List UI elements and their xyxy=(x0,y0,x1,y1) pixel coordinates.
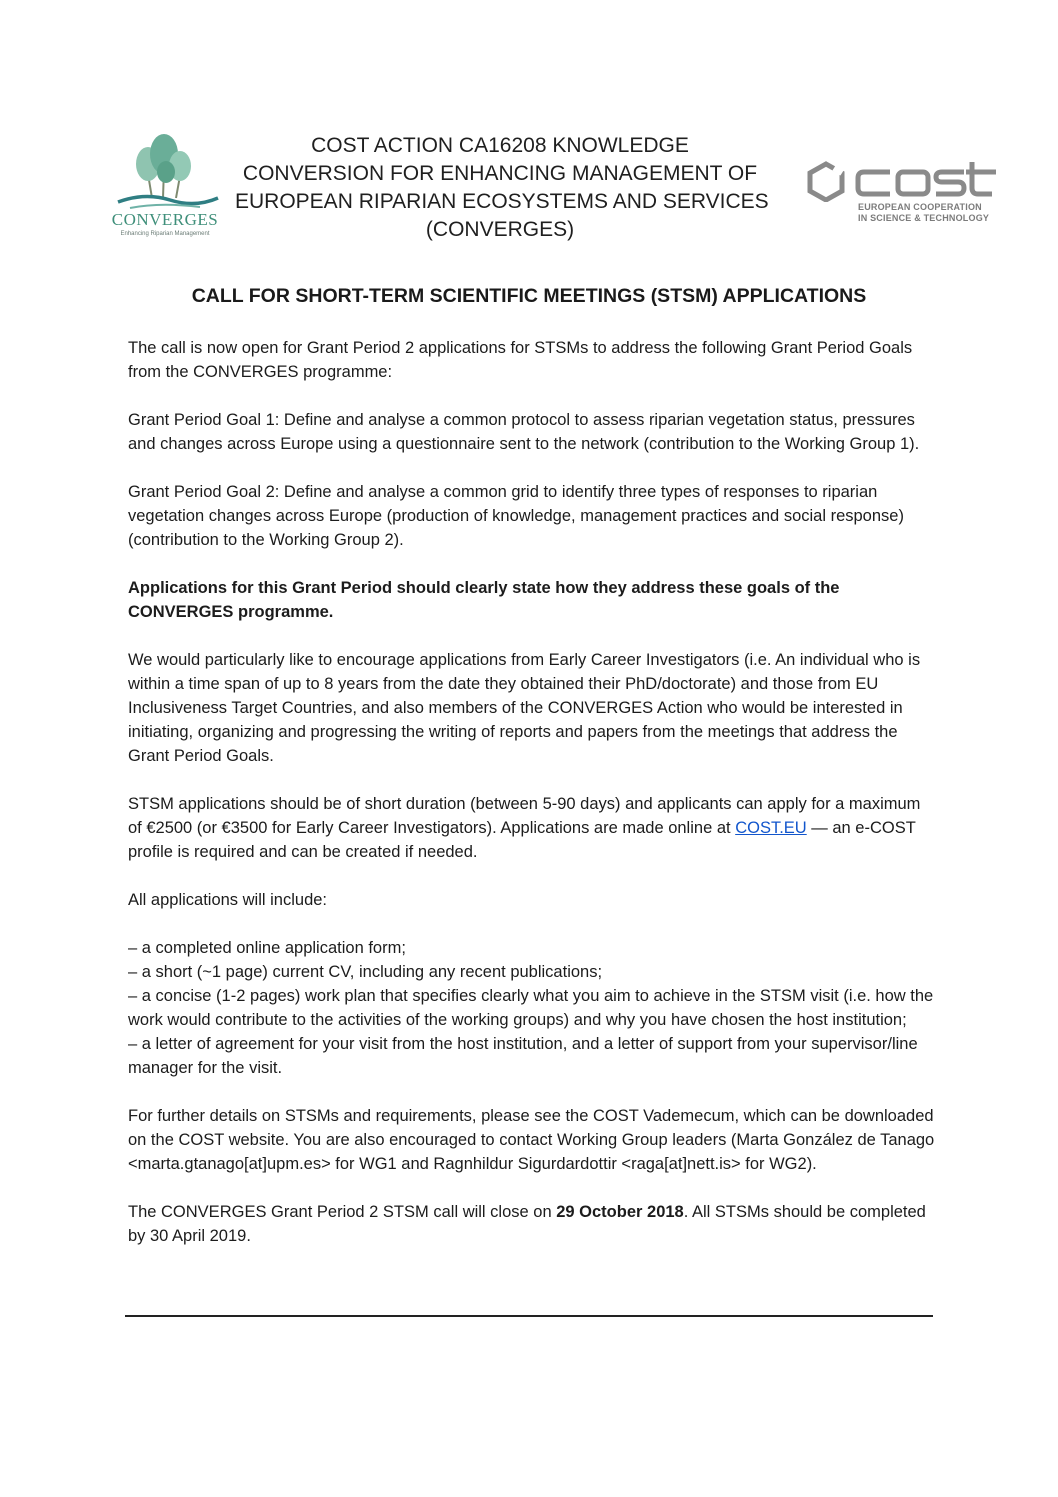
list-item: – a concise (1-2 pages) work plan that specifies clearly what you aim to achieve in the STSM visit (i.e. how the work would contribute to the activities of the working groups) and why you have chosen the host institution; xyxy=(128,987,934,1029)
duration-tail: — an e-COST profile is required and can be created if needed. xyxy=(128,819,916,861)
cost-logo xyxy=(806,160,1001,230)
cost-logo-caption xyxy=(858,202,1003,224)
bold-note-paragraph: Applications for this Grant Period should clearly state how they address these goals of the CONVERGES programme. xyxy=(128,579,840,621)
converges-logo-tagline: Enhancing Riparian Management xyxy=(120,231,210,237)
duration-paragraph xyxy=(128,792,936,864)
goal-1-paragraph: Grant Period Goal 1: Define and analyse a common protocol to assess riparian vegetation status, pressures and changes across Europe using a questionnaire sent to the network (contribution to the Working Group 1). xyxy=(128,411,920,453)
action-title-line: COST ACTION CA16208 KNOWLEDGE xyxy=(311,134,689,157)
list-item: – a completed online application form; xyxy=(128,939,406,957)
duration-text: STSM applications should be of short duration (between 5-90 days) and applicants can apply for a maximum of €2500 (or €3500 for Early Career Investigators). Applications are made online at xyxy=(128,795,921,837)
closing-date: 29 October 2018 xyxy=(556,1203,684,1221)
include-intro-paragraph: All applications will include: xyxy=(128,891,328,909)
call-title: CALL FOR SHORT-TERM SCIENTIFIC MEETINGS (STSM) APPLICATIONS xyxy=(191,285,867,307)
action-title-line: CONVERSION FOR ENHANCING MANAGEMENT OF xyxy=(242,162,758,185)
document-body xyxy=(128,336,936,1272)
encourage-paragraph: We would particularly like to encourage applications from Early Career Investigators (i.e. An individual who is within a time span of up to 8 years from the date they obtained their PhD/doctorate) and those from EU Inclusiveness Target Countries, and also members of the CONVERGES Action who would be interested in initiating, organizing and progressing the writing of reports and papers from the meetings that address the Grant Period Goals. xyxy=(128,651,921,765)
closing-end: . All STSMs should be completed by 30 April 2019. xyxy=(128,1203,926,1245)
cost-eu-link[interactable]: COST.EU xyxy=(735,819,807,837)
converges-logo xyxy=(100,128,230,246)
cost-logo-caption-line: EUROPEAN COOPERATION xyxy=(858,202,982,212)
cost-wordmark-icon xyxy=(806,160,1001,202)
action-title xyxy=(235,132,769,244)
list-item: – a short (~1 page) current CV, including any recent publications; xyxy=(128,963,603,981)
bottom-divider xyxy=(125,1315,933,1317)
tree-icon xyxy=(100,128,230,212)
cost-logo-caption-line: IN SCIENCE & TECHNOLOGY xyxy=(858,213,990,223)
details-paragraph: For further details on STSMs and requirements, please see the COST Vademecum, which can be downloaded on the COST website. You are also encouraged to contact Working Group leaders (Marta González de Tanago <marta.gtanago[at]upm.es> for WG1 and Ragnhildur Sigurdardottir <raga[at]nett.is> for WG2). xyxy=(128,1107,935,1173)
list-item: – a letter of agreement for your visit from the host institution, and a letter of support from your supervisor/line manager for the visit. xyxy=(128,1035,918,1077)
action-title-line: EUROPEAN RIPARIAN ECOSYSTEMS AND SERVICES xyxy=(235,190,769,213)
intro-paragraph: The call is now open for Grant Period 2 applications for STSMs to address the following Grant Period Goals from the CONVERGES programme: xyxy=(128,339,913,381)
goal-2-paragraph: Grant Period Goal 2: Define and analyse a common grid to identify three types of responses to riparian vegetation changes across Europe (production of knowledge, management practices and social response) (contribution to the Working Group 2). xyxy=(128,483,904,549)
closing-paragraph xyxy=(128,1200,936,1248)
closing-start: The CONVERGES Grant Period 2 STSM call will close on xyxy=(128,1203,557,1221)
action-title-line: (CONVERGES) xyxy=(425,218,575,241)
converges-logo-text: CONVERGES xyxy=(111,210,219,229)
